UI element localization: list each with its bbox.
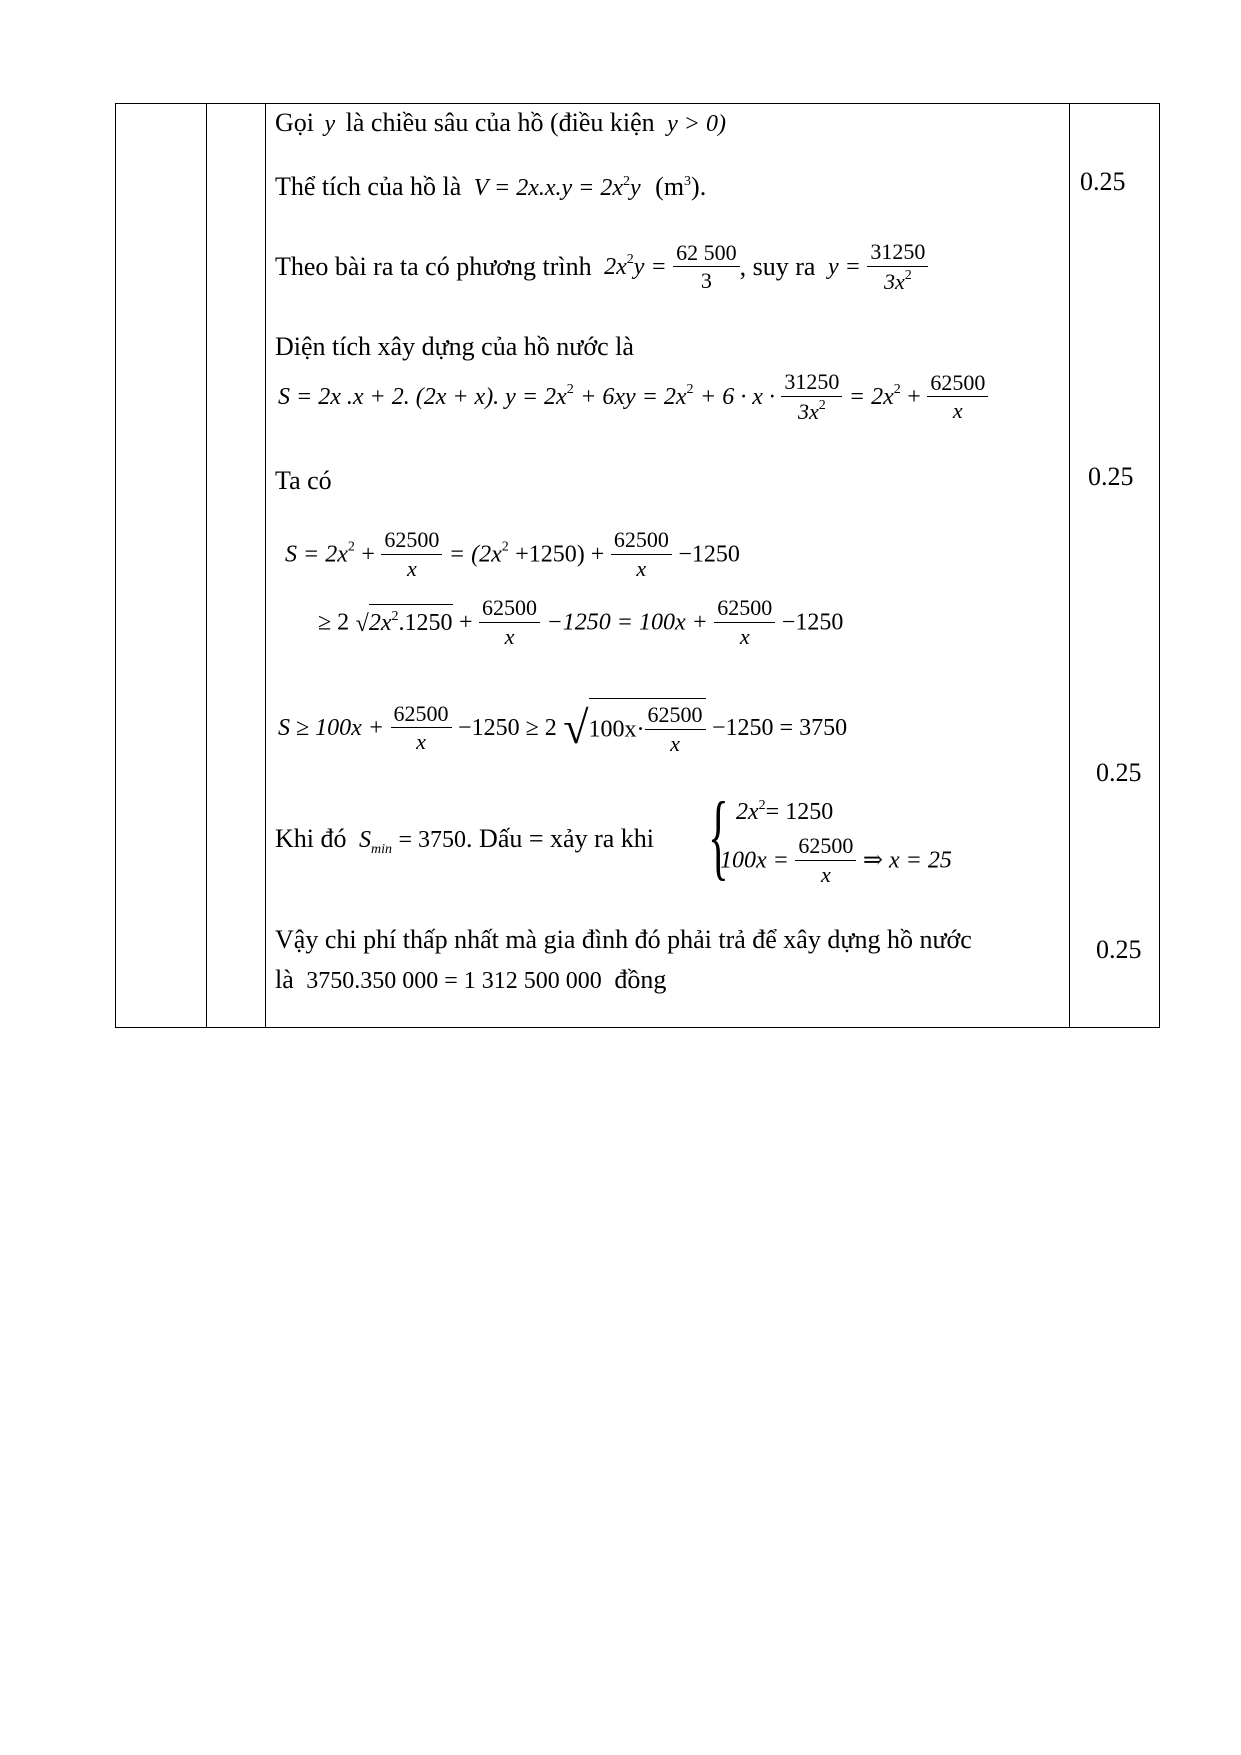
math: y = <box>633 254 667 281</box>
inequality-line-3 <box>278 698 847 758</box>
math: y <box>324 111 336 137</box>
line-depth <box>275 110 726 136</box>
sqrt: √100x· $\frac{62500}{x}$ <box>563 698 705 758</box>
fraction: $\frac{62500}{x}$ <box>479 594 540 651</box>
math: S = 2x <box>285 541 348 568</box>
math: y <box>630 175 641 201</box>
math: S <box>359 827 371 853</box>
column-divider <box>206 104 207 1027</box>
math: −1250 = 100x + <box>546 609 708 636</box>
text: . Dấu = xảy ra khi <box>466 824 654 853</box>
text: Gọi <box>275 108 314 137</box>
column-divider <box>1069 104 1070 1027</box>
fraction: $\frac{31250}{3x^2}$ <box>867 238 928 296</box>
sqrt: $√2x^2.1250$ <box>356 609 453 636</box>
math: −1250 = 3750 <box>712 715 848 742</box>
text: là chiều sâu của hồ (điều kiện <box>345 108 655 137</box>
fraction: $\frac{62500}{x}$ <box>381 526 442 583</box>
fraction: $\frac{62 500}{3}$ <box>673 239 740 296</box>
math: + 6 · x · <box>700 384 775 411</box>
math: + 6xy = 2x <box>580 384 687 411</box>
math: +1250) + <box>515 541 605 568</box>
line-we-have: Ta có <box>275 466 332 495</box>
math: −1250 ≥ 2 <box>458 715 557 742</box>
fraction: $\frac{62500}{x}$ <box>391 700 452 757</box>
text: Khi đó <box>275 824 347 853</box>
line-volume <box>275 174 706 200</box>
text: , suy ra <box>739 252 816 282</box>
math: S ≥ 100x + <box>278 715 385 742</box>
math: y = <box>827 254 861 281</box>
math: 2x <box>604 254 627 281</box>
line-area-title: Diện tích xây dựng của hồ nước là <box>275 332 634 361</box>
conclusion-line-1: Vậy chi phí thấp nhất mà gia đình đó phải trả để xây dựng hồ nước <box>275 925 972 954</box>
score: 0.25 <box>1080 167 1126 196</box>
math: S = 2x .x + 2. (2x + x). y = 2x <box>278 384 567 411</box>
exponent: 2 <box>626 252 634 268</box>
math: + <box>361 541 375 568</box>
math: −1250 <box>781 609 844 636</box>
math: = (2x <box>448 541 502 568</box>
score: 0.25 <box>1088 462 1134 491</box>
system-line-2: 100x = $\frac{62500}{x}$ ⇒ x = 25 <box>720 833 952 887</box>
math: + <box>907 384 921 411</box>
fraction: $\frac{62500}{x}$ <box>927 369 988 426</box>
line-minimum: Khi đó $S_{min} = 3750$. Dấu = xảy ra khi <box>275 824 654 857</box>
score: 0.25 <box>1096 758 1142 787</box>
text: Theo bài ra ta có phương trình <box>275 252 592 282</box>
inequality-line-2 <box>318 594 843 651</box>
score: 0.25 <box>1096 935 1142 964</box>
system-brace: { <box>708 782 729 889</box>
conclusion-line-2: là 3750.350 000 = 1 312 500 000 đồng <box>275 965 667 994</box>
text: Thể tích của hồ là <box>275 172 462 201</box>
column-divider <box>265 104 266 1027</box>
line-equation <box>275 238 928 296</box>
exponent: 2 <box>623 174 630 189</box>
area-formula: S = 2x .x + 2. (2x + x). $y = 2x^2 + 6xy = 2x^2 + 6 \cdot x$ · $\frac{31250}{3x^2}$ = $2x^2$ + $\frac{62500}{x}$ <box>278 368 988 426</box>
math: + <box>459 609 473 636</box>
math: ≥ 2 <box>318 609 350 636</box>
math: = 2x <box>848 384 894 411</box>
text: ). <box>691 172 707 201</box>
math: −1250 <box>678 541 740 568</box>
system-line-1: $2x^2= 1250$ <box>736 798 834 825</box>
fraction: $\frac{31250}{3x^2}$ <box>781 368 842 426</box>
math: y > 0) <box>667 111 726 137</box>
fraction: $\frac{62500}{x}$ <box>611 526 672 583</box>
inequality-line-1: $S = 2x^2$ + $\frac{62500}{x}$ = $(2x^2 +1250)$ + $\frac{62500}{x}$ −1250 <box>285 526 740 583</box>
exponent: 3 <box>684 174 692 189</box>
text: (m <box>655 172 685 201</box>
math: V = 2x.x.y = 2x <box>473 175 623 201</box>
math: = 3750 <box>398 827 467 853</box>
fraction: $\frac{62500}{x}$ <box>714 594 775 651</box>
